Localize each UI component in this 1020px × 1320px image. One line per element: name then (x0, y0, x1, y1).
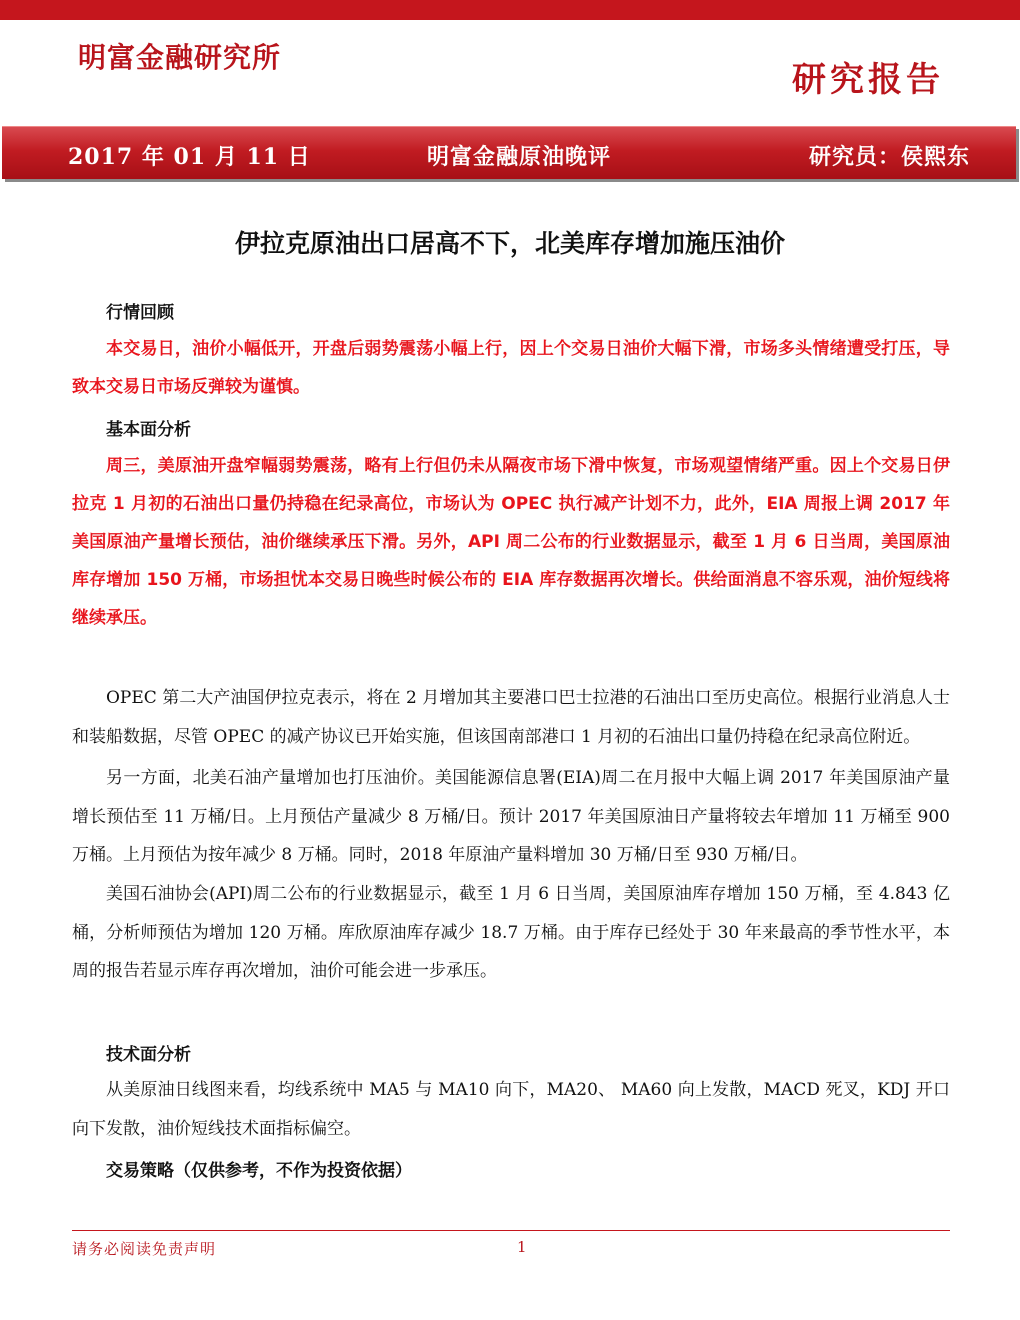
body-paragraph-1: OPEC 第二大产油国伊拉克表示，将在 2 月增加其主要港口巴士拉港的石油出口至历史高位。根据行业消息人士和装船数据，尽管 OPEC 的减产协议已开始实施，但该国南部港口 1 月初的石油出口量仍持稳在纪录高位附近。 (72, 688, 950, 747)
review-paragraph: 本交易日，油价小幅低开，开盘后弱势震荡小幅上行，因上个交易日油价大幅下滑，市场多头情绪遭受打压，导致本交易日市场反弹较为谨慎。 (72, 339, 950, 397)
section-heading-strategy: 交易策略（仅供参考，不作为投资依据） (106, 1161, 412, 1181)
footer-divider (72, 1230, 950, 1231)
body-paragraph-2: 另一方面，北美石油产量增加也打压油价。美国能源信息署(EIA)周二在月报中大幅上调 2017 年美国原油产量增长预估至 11 万桶/日。上月预估产量减少 8 万桶/日。预计 2017 年美国原油日产量将较去年增加 11 万桶至 900 万桶。上月预估为按年减少 8 万桶。同时，2018 年原油产量料增加 30 万桶/日至 930 万桶/日。 (72, 768, 950, 865)
page-number: 1 (517, 1238, 527, 1256)
section-heading-fundamental: 基本面分析 (106, 420, 191, 440)
technical-paragraph: 从美原油日线图来看，均线系统中 MA5 与 MA10 向下，MA20、 MA60 向上发散，MACD 死叉，KDJ 开口向下发散，油价短线技术面指标偏空。 (72, 1080, 950, 1139)
report-date: 2017 年 01 月 11 日 (68, 144, 311, 170)
report-header-bar (2, 126, 1016, 179)
report-title: 伊拉克原油出口居高不下，北美库存增加施压油价 (234, 229, 785, 258)
report-type-label: 研究报告 (792, 60, 944, 100)
fundamental-paragraph: 周三，美原油开盘窄幅弱势震荡，略有上行但仍未从隔夜市场下滑中恢复，市场观望情绪严重。因上个交易日伊拉克 1 月初的石油出口量仍持稳在纪录高位，市场认为 OPEC 执行减产计划不力，此外，EIA 周报上调 2017 年美国原油产量增长预估，油价继续承压下滑。另外，API 周二公布的行业数据显示，截至 1 月 6 日当周，美国原油库存增加 150 万桶，市场担忧本交易日晚些时候公布的 EIA 库存数据再次增长。供给面消息不容乐观，油价短线将继续承压。 (72, 456, 950, 628)
body-paragraph-3: 美国石油协会(API)周二公布的行业数据显示，截至 1 月 6 日当周，美国原油库存增加 150 万桶，至 4.843 亿桶，分析师预估为增加 120 万桶。库欣原油库存减少 18.7 万桶。由于库存已经处于 30 年来最高的季节性水平，本周的报告若显示库存再次增加，油价可能会进一步承压。 (72, 884, 950, 981)
disclaimer-link[interactable]: 请务必阅读免责声明 (72, 1240, 217, 1258)
section-heading-review: 行情回顾 (106, 303, 174, 323)
section-heading-technical: 技术面分析 (106, 1045, 191, 1065)
report-column: 明富金融原油晚评 (427, 144, 612, 170)
company-logo: 明富金融研究所 (78, 41, 282, 74)
top-accent-bar (0, 0, 1020, 20)
report-analyst: 研究员：侯熙东 (808, 144, 970, 170)
